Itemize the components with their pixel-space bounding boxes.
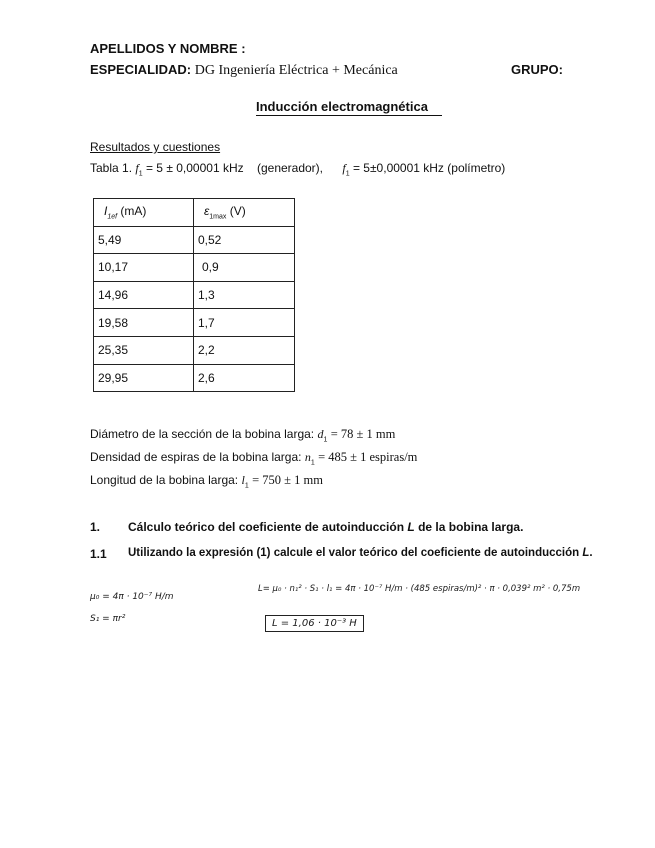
col1-sub: 1ef (107, 213, 118, 221)
table-row (94, 309, 295, 337)
density-sub: 1 (310, 459, 315, 467)
density-line (90, 450, 417, 466)
question-1-1-number: 1.1 (90, 547, 107, 561)
diameter-line (90, 427, 395, 443)
caption-f1-source: (generador), (256, 161, 324, 175)
density-symbol: n (304, 450, 311, 464)
diameter-symbol: d (317, 427, 324, 441)
col2-sub: 1max (209, 213, 227, 221)
cell-emf: 0,52 (194, 226, 295, 254)
col-header-current (94, 199, 194, 227)
q11-text-b: . (589, 547, 593, 559)
page-title: Inducción electromagnética (256, 99, 442, 116)
q1-text-a: Cálculo teórico del coeficiente de autoinducción (128, 520, 405, 534)
cell-emf: 1,7 (194, 309, 295, 337)
handwritten-formula: L= μ₀ · n₁² · S₁ · l₁ = 4π · 10⁻⁷ H/m · (485 espiras/m)² · π · 0,039² m² · 0,75m (258, 584, 581, 594)
col2-unit: (V) (229, 204, 246, 219)
cell-emf: 2,6 (194, 364, 295, 392)
cell-current: 25,35 (94, 336, 194, 364)
section-heading: Resultados y cuestiones (90, 140, 221, 154)
cell-current: 10,17 (94, 254, 194, 282)
cell-emf: 1,3 (194, 281, 295, 309)
q1-symbol: L (407, 520, 415, 534)
density-label: Densidad de espiras de la bobina larga: (90, 450, 302, 464)
caption-prefix: Tabla 1. (90, 161, 133, 175)
specialty-line (90, 62, 398, 79)
length-symbol: l (241, 473, 245, 487)
caption-f1-sub: 1 (138, 170, 143, 178)
handwritten-area: S₁ = πr² (90, 614, 126, 624)
table-row (94, 226, 295, 254)
q11-text-a: Utilizando la expresión (1) calcule el valor teórico del coeficiente de autoinducción (128, 547, 580, 559)
diameter-sub: 1 (323, 436, 328, 444)
cell-emf: 0,9 (194, 254, 295, 282)
col1-symbol: I (104, 204, 108, 219)
handwritten-result-box: L = 1,06 · 10⁻³ H (265, 615, 364, 632)
question-1-text (128, 520, 523, 534)
q11-symbol: L (582, 547, 590, 559)
caption-f2-symbol: f (342, 161, 346, 175)
name-label: APELLIDOS Y NOMBRE : (90, 41, 246, 56)
diameter-label: Diámetro de la sección de la bobina larga: (90, 427, 315, 441)
specialty-value: DG Ingeniería Eléctrica + Mecánica (194, 63, 398, 78)
table-caption (90, 161, 505, 177)
group-label: GRUPO: (511, 62, 563, 77)
length-label: Longitud de la bobina larga: (90, 473, 239, 487)
col1-unit: (mA) (120, 204, 147, 219)
length-value: = 750 ± 1 mm (252, 473, 323, 487)
caption-f2-value: = 5±0,00001 kHz (352, 161, 444, 175)
caption-f1-symbol: f (135, 161, 139, 175)
col-header-emf (194, 199, 295, 227)
q1-text-b: de la bobina larga. (418, 520, 524, 534)
table-row (94, 254, 295, 282)
table-row (94, 281, 295, 309)
cell-current: 19,58 (94, 309, 194, 337)
col2-symbol: ε (204, 204, 210, 219)
measurement-table (93, 198, 295, 392)
handwritten-mu0: μ₀ = 4π · 10⁻⁷ H/m (90, 592, 174, 602)
cell-current: 29,95 (94, 364, 194, 392)
table-header-row (94, 199, 295, 227)
length-sub: 1 (244, 482, 249, 490)
diameter-value: = 78 ± 1 mm (330, 427, 396, 441)
cell-current: 14,96 (94, 281, 194, 309)
question-1-1-text (128, 547, 593, 559)
cell-current: 5,49 (94, 226, 194, 254)
density-value: = 485 ± 1 espiras/m (318, 450, 418, 464)
question-1-number: 1. (90, 520, 101, 534)
caption-f1-value: = 5 ± 0,00001 kHz (145, 161, 244, 175)
cell-emf: 2,2 (194, 336, 295, 364)
table-row (94, 336, 295, 364)
caption-f2-sub: 1 (345, 170, 350, 178)
length-line (90, 473, 323, 489)
caption-f2-source: (polímetro) (447, 161, 506, 175)
specialty-label: ESPECIALIDAD: (90, 62, 192, 77)
table-row (94, 364, 295, 392)
